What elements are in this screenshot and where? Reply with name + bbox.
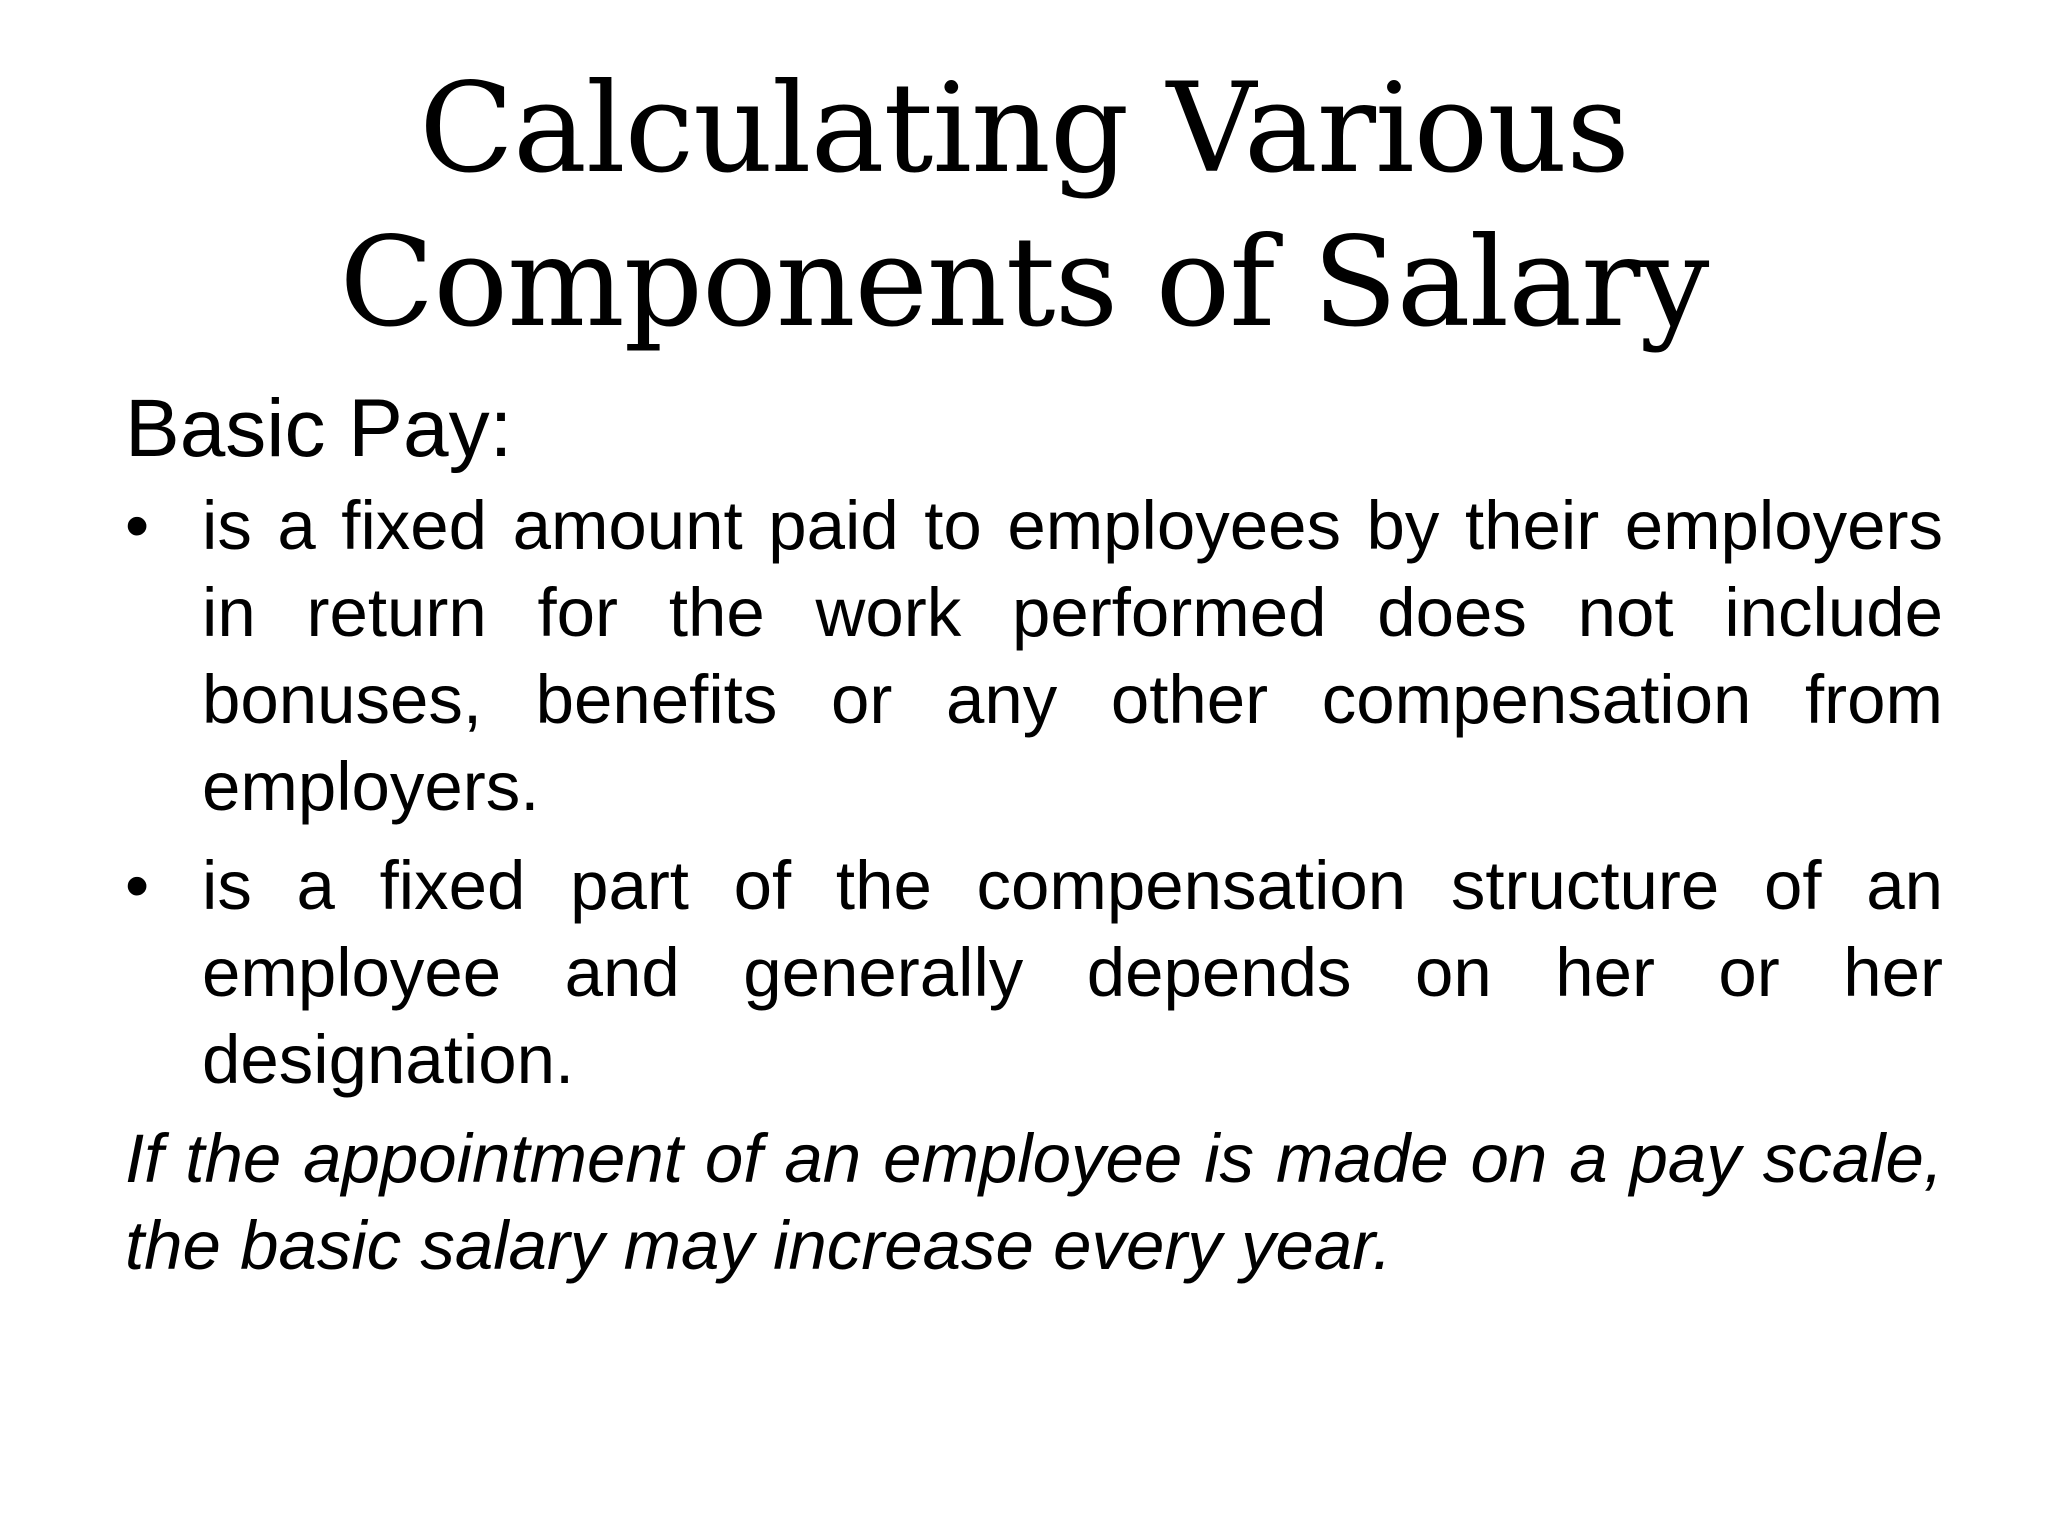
italic-note: If the appointment of an employee is made on a pay scale, the basic salary may increase every year. xyxy=(125,1120,1943,1284)
bullet-icon: • xyxy=(125,847,150,924)
bullet-text: is a fixed amount paid to employees by their employers in return for the work performed does not include bonuses, benefits or any other compensation from employers. xyxy=(202,487,1943,825)
bullet-text: is a fixed part of the compensation structure of an employee and generally depends on her or her designation. xyxy=(202,847,1943,1098)
list-item xyxy=(125,482,1943,830)
slide-title-line-2: Components of Salary xyxy=(339,211,1709,355)
slide-title xyxy=(200,52,1848,360)
slide-title-line-1: Calculating Various xyxy=(419,57,1629,201)
bullet-list xyxy=(125,482,1943,1103)
slide-body xyxy=(125,382,1943,1289)
section-heading: Basic Pay: xyxy=(125,383,513,474)
list-item xyxy=(125,842,1943,1103)
bullet-icon: • xyxy=(125,487,150,564)
